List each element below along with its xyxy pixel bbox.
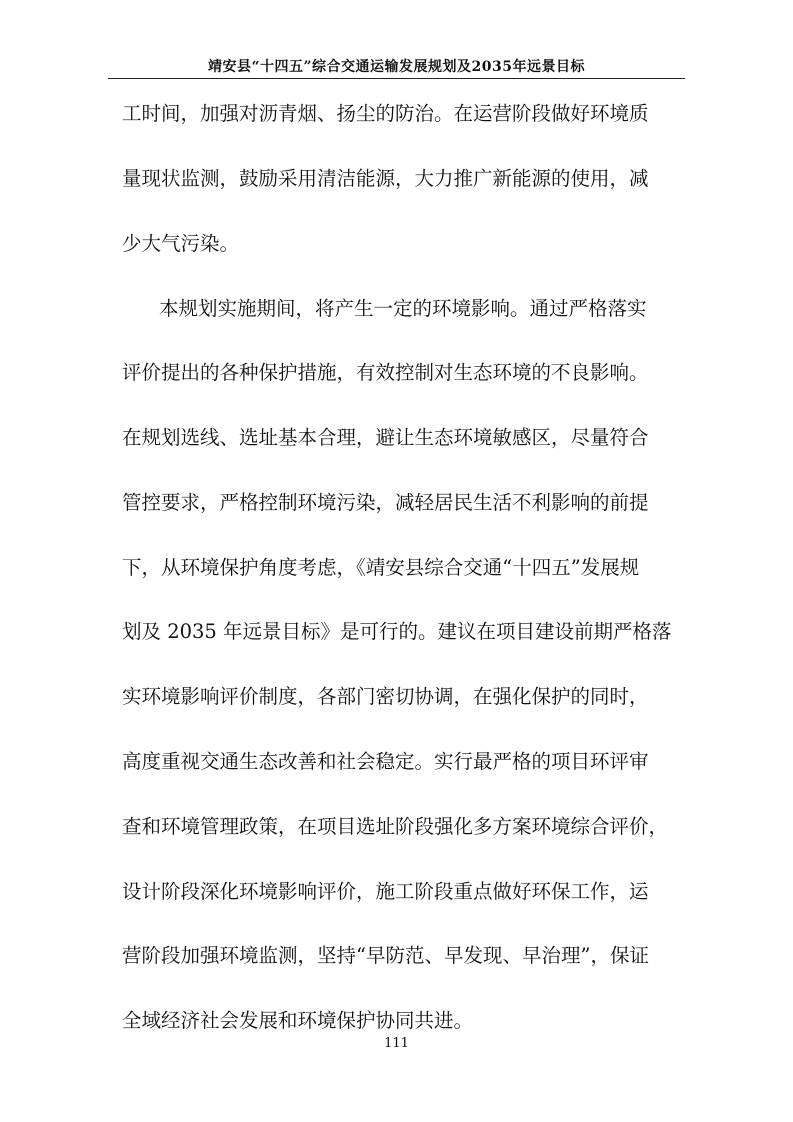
text-line: 实环境影响评价制度，各部门密切协调，在强化保护的同时， [122, 685, 649, 709]
text-line: 管控要求，严格控制环境污染，减轻居民生活不利影响的前提 [122, 490, 649, 514]
text-line: 工时间，加强对沥青烟、扬尘的防治。在运营阶段做好环境质 [122, 102, 649, 126]
page-number: 111 [384, 1036, 409, 1051]
text-line: 设计阶段深化环境影响评价，施工阶段重点做好环保工作，运 [122, 879, 649, 903]
text-line: 本规划实施期间，将产生一定的环境影响。通过严格落实 [159, 296, 647, 320]
running-header: 靖安县“十四五”综合交通运输发展规划及2035年远景目标 [207, 59, 586, 75]
text-line: 全域经济社会发展和环境保护协同共进。 [122, 1009, 474, 1033]
body-text [122, 96, 682, 1035]
text-line: 查和环境管理政策，在项目选址阶段强化多方案环境综合评价， [122, 814, 669, 838]
paragraph-1 [122, 96, 682, 290]
paragraph-2 [122, 290, 682, 1035]
text-line: 量现状监测，鼓励采用清洁能源，大力推广新能源的使用，减 [122, 166, 649, 190]
header-rule [108, 78, 685, 79]
text-line: 少大气污染。 [122, 231, 240, 255]
text-line: 高度重视交通生态改善和社会稳定。实行最严格的项目环评审 [122, 750, 649, 773]
text-line: 下，从环境保护角度考虑，《靖安县综合交通“十四五”发展规 [122, 555, 640, 579]
text-line: 划及 2035 年远景目标》是可行的。建议在项目建设前期严格落 [122, 620, 672, 644]
text-line: 评价提出的各种保护措施，有效控制对生态环境的不良影响。 [122, 361, 649, 385]
text-line: 营阶段加强环境监测，坚持“早防范、早发现、早治理”，保证 [122, 944, 649, 968]
text-line: 在规划选线、选址基本合理，避让生态环境敏感区，尽量符合 [122, 426, 649, 450]
